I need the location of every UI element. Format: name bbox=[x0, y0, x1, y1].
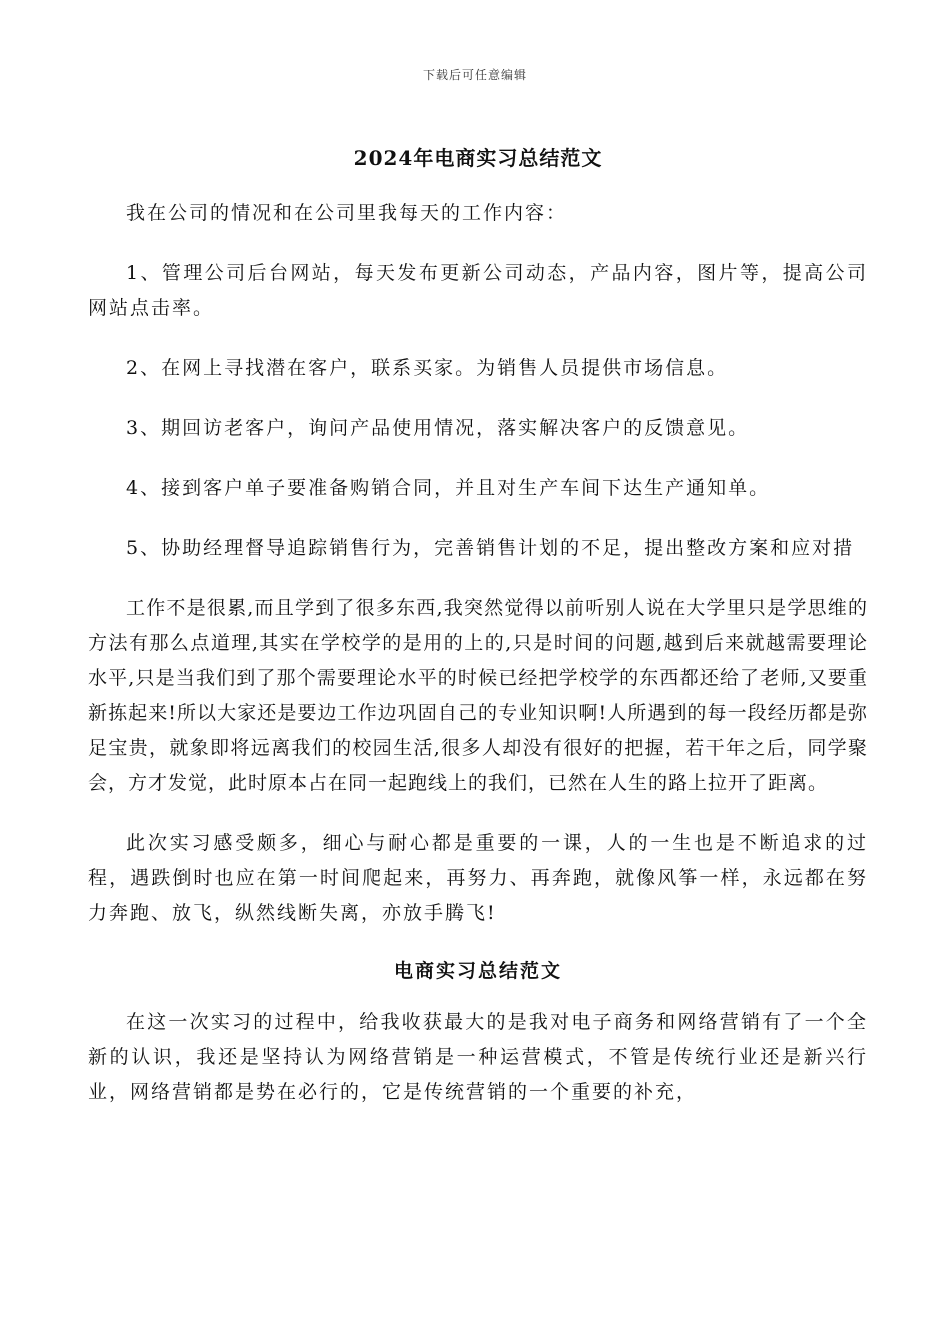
list-item-2: 2、在网上寻找潜在客户，联系买家。为销售人员提供市场信息。 bbox=[126, 357, 729, 379]
work-paragraph: 工作不是很累,而且学到了很多东西,我突然觉得以前听别人说在大学里只是学思维的方法有那么点道理,其实在学校学的是用的上的,只是时间的问题,越到后来就越需要理论水平,只是当我们到了那个需要理论水平的时候已经把学校学的东西都还给了老师,又要重新拣起来!所以大家还是要边工作边巩固自己的专业知识啊!人所遇到的每一段经历都是弥足宝贵，就象即将远离我们的校园生活,很多人却没有很好的把握，若干年之后，同学聚会，方才发觉，此时原本占在同一起跑线上的我们，已然在人生的路上拉开了距离。 bbox=[88, 597, 868, 794]
section-subtitle: 电商实习总结范文 bbox=[393, 960, 562, 982]
document-body bbox=[88, 140, 868, 1110]
second-article-paragraph: 在这一次实习的过程中，给我收获最大的是我对电子商务和网络营销有了一个全新的认识，我还是坚持认为网络营销是一种运营模式，不管是传统行业还是新兴行业，网络营销都是势在必行的，它是传统营销的一个重要的补充， bbox=[88, 1011, 868, 1103]
intro-paragraph: 我在公司的情况和在公司里我每天的工作内容： bbox=[126, 202, 568, 224]
header-note: 下载后可任意编辑 bbox=[422, 68, 527, 82]
list-item-3: 3、期回访老客户，询问产品使用情况，落实解决客户的反馈意见。 bbox=[126, 417, 750, 439]
list-item-4: 4、接到客户单子要准备购销合同，并且对生产车间下达生产通知单。 bbox=[126, 477, 771, 499]
list-item-5: 5、协助经理督导追踪销售行为，完善销售计划的不足，提出整改方案和应对措 bbox=[126, 537, 855, 559]
list-item-1: 1、管理公司后台网站，每天发布更新公司动态，产品内容，图片等，提高公司网站点击率。 bbox=[88, 262, 868, 319]
document-title: 2024年电商实习总结范文 bbox=[353, 146, 603, 170]
feelings-paragraph: 此次实习感受颇多，细心与耐心都是重要的一课，人的一生也是不断追求的过程，遇跌倒时也应在第一时间爬起来，再努力、再奔跑，就像风筝一样，永远都在努力奔跑、放飞，纵然线断失离，亦放手腾飞! bbox=[88, 832, 868, 924]
